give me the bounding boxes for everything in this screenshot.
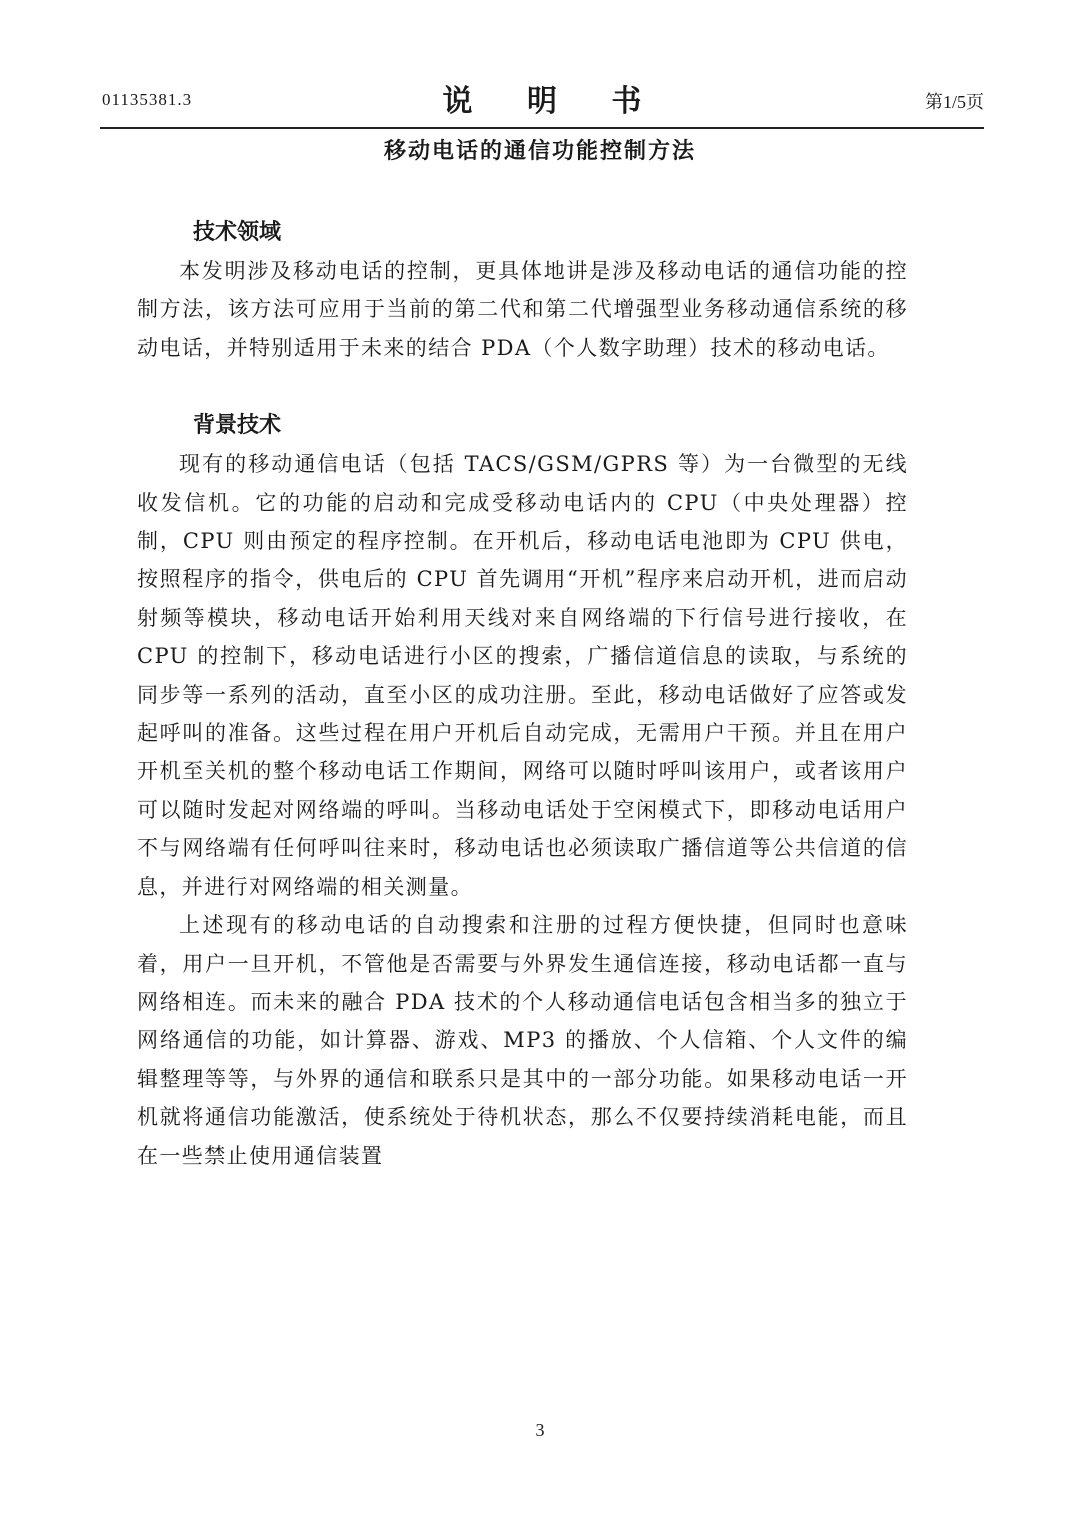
section-spacer [137,367,908,405]
document-title: 移动电话的通信功能控制方法 [383,138,696,164]
paragraph-background-2: 上述现有的移动电话的自动搜索和注册的过程方便快捷，但同时也意味着，用户一旦开机，不管他是否需要与外界发生通信连接，移动电话都一直与网络相连。而未来的融合 PDA 技术的个人移动通信电话包含相当多的独立于网络通信的功能，如计算器、游戏、MP3 的播放、个人信箱、个人文件的编辑整理等等，与外界的通信和联系只是其中的一部分功能。如果移动电话一开机就将通信功能激活，使系统处于待机状态，那么不仅要持续消耗电能，而且在一些禁止使用通信装置 [137,913,908,1168]
section-heading-background: 背景技术 [193,412,282,439]
header-divider [100,127,984,129]
paragraph-technical-field: 本发明涉及移动电话的控制，更具体地讲是涉及移动电话的通信功能的控制方法，该方法可应用于当前的第二代和第二代增强型业务移动通信系统的移动电话，并特别适用于未来的结合 PDA（个人数字助理）技术的移动电话。 [137,259,908,360]
page-header [100,72,984,128]
document-type-title: 说 明 书 [442,84,664,119]
paragraph-background-1: 现有的移动通信电话（包括 TACS/GSM/GPRS 等）为一台微型的无线收发信机。它的功能的启动和完成受移动电话内的 CPU（中央处理器）控制，CPU 则由预定的程序控制。在开机后，移动电话电池即为 CPU 供电，按照程序的指令，供电后的 CPU 首先调用“开机”程序来启动开机，进而启动射频等模块，移动电话开始利用天线对来自网络端的下行信号进行接收，在 CPU 的控制下，移动电话进行小区的搜索，广播信道信息的读取，与系统的同步等一系列的活动，直至小区的成功注册。至此，移动电话做好了应答或发起呼叫的准备。这些过程在用户开机后自动完成，无需用户干预。并且在用户开机至关机的整个移动电话工作期间，网络可以随时呼叫该用户，或者该用户可以随时发起对网络端的呼叫。当移动电话处于空闲模式下，即移动电话用户不与网络端有任何呼叫往来时，移动电话也必须读取广播信道等公共信道的信息，并进行对网络端的相关测量。 [137,452,908,899]
application-number: 01135381.3 [102,90,193,109]
section-heading-technical-field: 技术领域 [193,219,282,245]
page-number: 3 [535,1420,545,1440]
page-indicator: 第1/5页 [924,92,984,112]
document-body [137,212,908,1175]
